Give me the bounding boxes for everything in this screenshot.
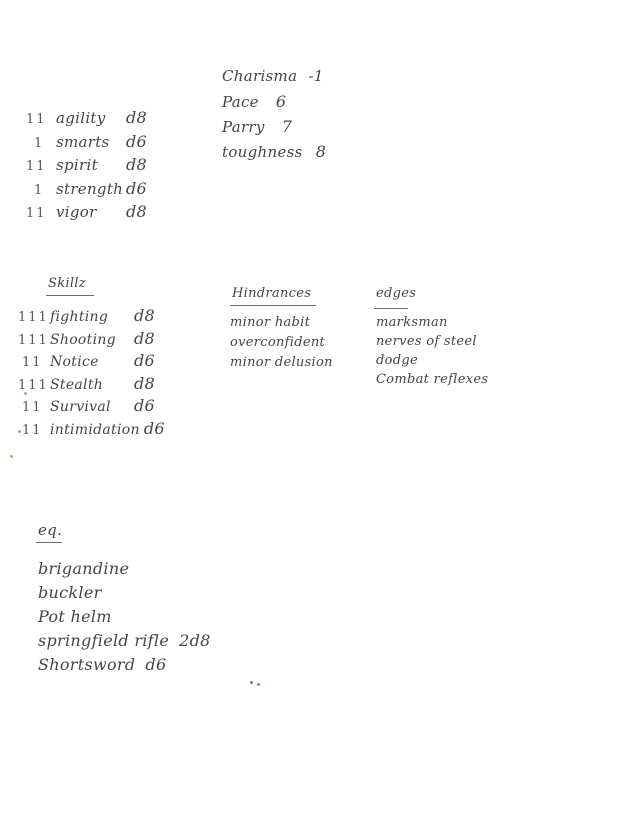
paper-smudge bbox=[250, 681, 253, 684]
attribute-die: d8 bbox=[126, 108, 148, 127]
skill-row bbox=[18, 373, 238, 396]
equipment-die: d6 bbox=[145, 655, 167, 674]
equipment-name: springfield rifle bbox=[38, 631, 170, 650]
hindrance-item: minor delusion bbox=[230, 355, 333, 370]
skill-row bbox=[18, 395, 238, 418]
skill-die: d8 bbox=[134, 328, 156, 348]
attribute-name: spirit bbox=[56, 156, 98, 174]
equipment-item bbox=[38, 557, 211, 581]
charisma-row bbox=[222, 64, 326, 89]
equipment-die: 2d8 bbox=[179, 631, 211, 650]
derived-stats bbox=[222, 64, 326, 164]
skill-tally: 11 bbox=[22, 355, 43, 370]
pace-label: Pace bbox=[222, 93, 259, 111]
paper-smudge bbox=[18, 430, 21, 433]
skills-heading: Skillz bbox=[48, 276, 86, 291]
skill-die: d6 bbox=[134, 351, 156, 370]
attribute-name: strength bbox=[56, 179, 124, 198]
attribute-tally: 11 bbox=[26, 112, 47, 127]
charisma-label: Charisma bbox=[222, 67, 298, 85]
attribute-row bbox=[26, 130, 226, 154]
equipment-name: brigandine bbox=[38, 559, 130, 578]
toughness-value: 8 bbox=[315, 142, 327, 161]
edges-list bbox=[376, 313, 488, 389]
edges-heading: edges bbox=[376, 286, 417, 301]
skills-heading-underline bbox=[46, 295, 94, 296]
skill-row bbox=[18, 328, 238, 351]
hindrances-list bbox=[230, 313, 333, 373]
skill-name: Stealth bbox=[50, 376, 104, 393]
equipment-heading: eq. bbox=[38, 521, 63, 539]
attribute-tally: 11 bbox=[26, 206, 47, 221]
skill-tally: 111 bbox=[18, 332, 49, 348]
hindrances-heading-underline bbox=[230, 305, 316, 306]
skill-name: Shooting bbox=[50, 331, 116, 348]
pace-row bbox=[222, 89, 326, 114]
skill-name: Notice bbox=[50, 354, 99, 370]
attribute-row bbox=[26, 200, 226, 224]
equipment-name: Pot helm bbox=[38, 607, 112, 626]
paper-smudge bbox=[24, 392, 27, 395]
attribute-name: smarts bbox=[56, 132, 110, 151]
parry-value: 7 bbox=[281, 117, 293, 136]
parry-label: Parry bbox=[222, 118, 265, 136]
skill-tally: 111 bbox=[18, 310, 49, 325]
edges-heading-underline bbox=[374, 308, 408, 309]
attribute-die: d8 bbox=[126, 155, 148, 174]
equipment-list bbox=[38, 557, 211, 677]
charisma-value: -1 bbox=[308, 67, 324, 85]
skill-die: d6 bbox=[143, 418, 165, 438]
attribute-row bbox=[26, 177, 226, 201]
skill-die: d6 bbox=[134, 396, 156, 415]
skill-name: fighting bbox=[50, 309, 109, 325]
skill-row bbox=[18, 350, 238, 373]
hindrance-item: minor habit bbox=[230, 315, 311, 330]
attribute-die: d6 bbox=[126, 131, 148, 151]
attribute-row bbox=[26, 106, 226, 130]
pace-value: 6 bbox=[275, 92, 287, 111]
skill-row bbox=[18, 305, 238, 328]
paper-smudge bbox=[257, 683, 260, 686]
attribute-row bbox=[26, 153, 226, 177]
skills-list bbox=[18, 305, 238, 440]
skill-name: Survival bbox=[50, 399, 111, 415]
equipment-item bbox=[38, 605, 211, 629]
attribute-name: vigor bbox=[56, 203, 97, 221]
attributes-list bbox=[26, 106, 226, 224]
toughness-row bbox=[222, 139, 326, 164]
equipment-item bbox=[38, 629, 211, 653]
parry-row bbox=[222, 114, 326, 139]
edge-item: marksman bbox=[376, 315, 448, 330]
skill-tally: 111 bbox=[18, 377, 49, 393]
attribute-die: d8 bbox=[126, 202, 148, 221]
attribute-tally: 1 bbox=[34, 182, 45, 198]
skill-tally: 11 bbox=[22, 400, 43, 415]
attribute-name: agility bbox=[56, 109, 106, 127]
edge-item: Combat reflexes bbox=[376, 372, 489, 387]
equipment-name: buckler bbox=[38, 583, 102, 602]
skill-name: intimidation bbox=[50, 421, 140, 438]
skill-row bbox=[18, 418, 238, 441]
attribute-die: d6 bbox=[126, 178, 148, 198]
equipment-heading-underline bbox=[36, 542, 62, 543]
equipment-item bbox=[38, 653, 211, 677]
equipment-name: Shortsword bbox=[38, 655, 136, 674]
skill-tally: 11 bbox=[22, 422, 43, 438]
attribute-tally: 11 bbox=[26, 159, 47, 174]
skill-die: d8 bbox=[134, 373, 156, 393]
edge-item: nerves of steel bbox=[376, 334, 477, 349]
toughness-label: toughness bbox=[222, 143, 303, 161]
paper-smudge bbox=[10, 455, 13, 458]
edge-item: dodge bbox=[376, 353, 418, 368]
attribute-tally: 1 bbox=[34, 135, 45, 151]
hindrance-item: overconfident bbox=[230, 335, 326, 350]
skill-die: d8 bbox=[134, 306, 156, 325]
hindrances-heading: Hindrances bbox=[232, 286, 312, 301]
equipment-item bbox=[38, 581, 211, 605]
